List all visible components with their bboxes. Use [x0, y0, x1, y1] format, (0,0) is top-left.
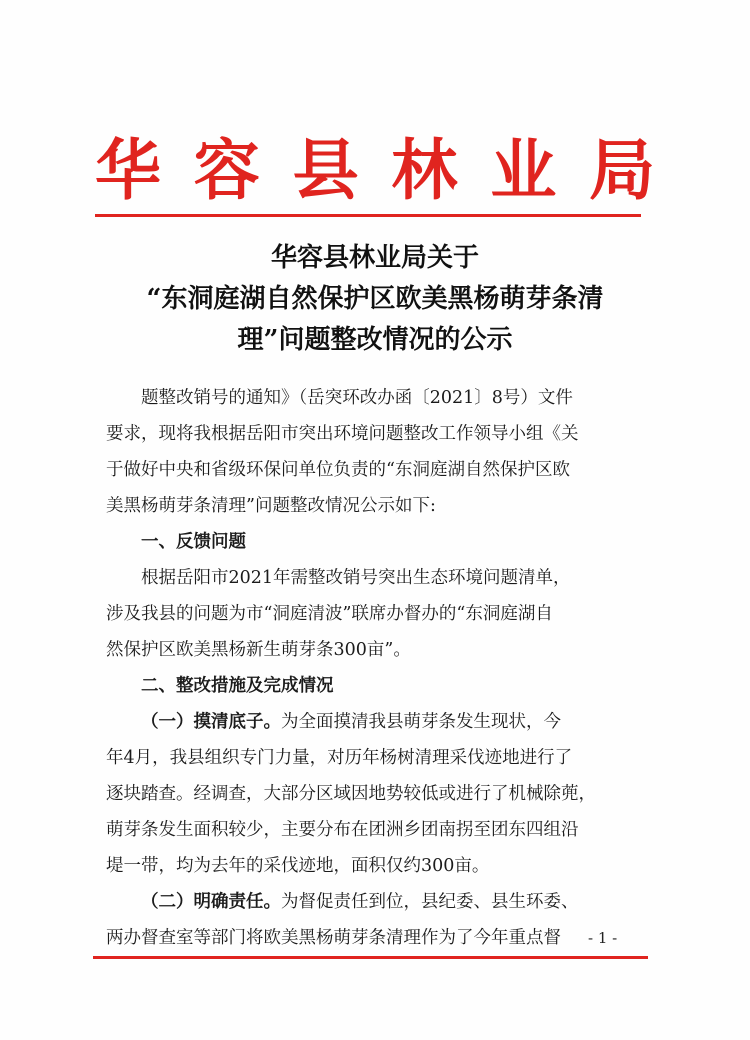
text-line: 然保护区欧美黑杨新生萌芽条300亩”。 [106, 640, 411, 660]
section-heading: 一、反馈问题 [141, 532, 246, 552]
text-line: 于做好中央和省级环保问单位负责的“东洞庭湖自然保护区欧 [106, 460, 570, 480]
item-heading: （一）摸清底子。 [141, 712, 281, 732]
item-text: 为督促责任到位，县纪委、县生环委、 [281, 892, 579, 912]
title-line: “东洞庭湖自然保护区欧美黑杨萌芽条清 [146, 284, 604, 314]
document-title [95, 238, 655, 361]
item1-paragraph [106, 704, 640, 884]
text-line: 两办督查室等部门将欧美黑杨萌芽条清理作为了今年重点督 [106, 928, 561, 948]
org-char: 华 [95, 131, 161, 209]
text-line: 涉及我县的问题为市“洞庭清波”联席办督办的“东洞庭湖自 [106, 604, 553, 624]
title-line: 华容县林业局关于 [270, 243, 479, 273]
item2-paragraph [106, 884, 640, 956]
org-char: 业 [490, 131, 557, 209]
text-line: 逐块踏查。经调查，大部分区域因地势较低或进行了机械除蔸， [106, 784, 596, 804]
text-line: 萌芽条发生面积较少，主要分布在团洲乡团南拐至团东四组沿 [106, 820, 579, 840]
page-number: - 1 - [588, 929, 618, 947]
text-line: 根据岳阳市2021年需整改销号突出生态环境问题清单， [141, 568, 571, 588]
text-line: 美黑杨萌芽条清理”问题整改情况公示如下: [106, 496, 436, 516]
org-char: 容 [193, 131, 260, 209]
section-heading: 二、整改措施及完成情况 [141, 676, 334, 696]
text-line: 要求，现将我根据岳阳市突出环境问题整改工作领导小组《关 [106, 424, 579, 444]
text-line [106, 704, 640, 740]
section1-paragraph [106, 560, 640, 668]
text-line: 年4月，我县组织专门力量，对历年杨树清理采伐迹地进行了 [106, 748, 573, 768]
header-red-rule [95, 214, 641, 217]
intro-paragraph [106, 380, 640, 524]
item-text: 为全面摸清我县萌芽条发生现状，今 [281, 712, 561, 732]
footer-red-rule [93, 956, 648, 959]
title-line: 理”问题整改情况的公示 [237, 325, 513, 355]
org-char: 林 [391, 131, 458, 209]
text-line [106, 884, 640, 920]
org-char: 县 [292, 131, 359, 209]
org-header [95, 130, 655, 210]
text-line: 题整改销号的通知》（岳突环改办函〔2021〕8号）文件 [141, 388, 573, 408]
org-char: 局 [588, 131, 655, 209]
document-body [106, 380, 640, 956]
item-heading: （二）明确责任。 [141, 892, 281, 912]
text-line: 堤一带，均为去年的采伐迹地，面积仅约300亩。 [106, 856, 490, 876]
